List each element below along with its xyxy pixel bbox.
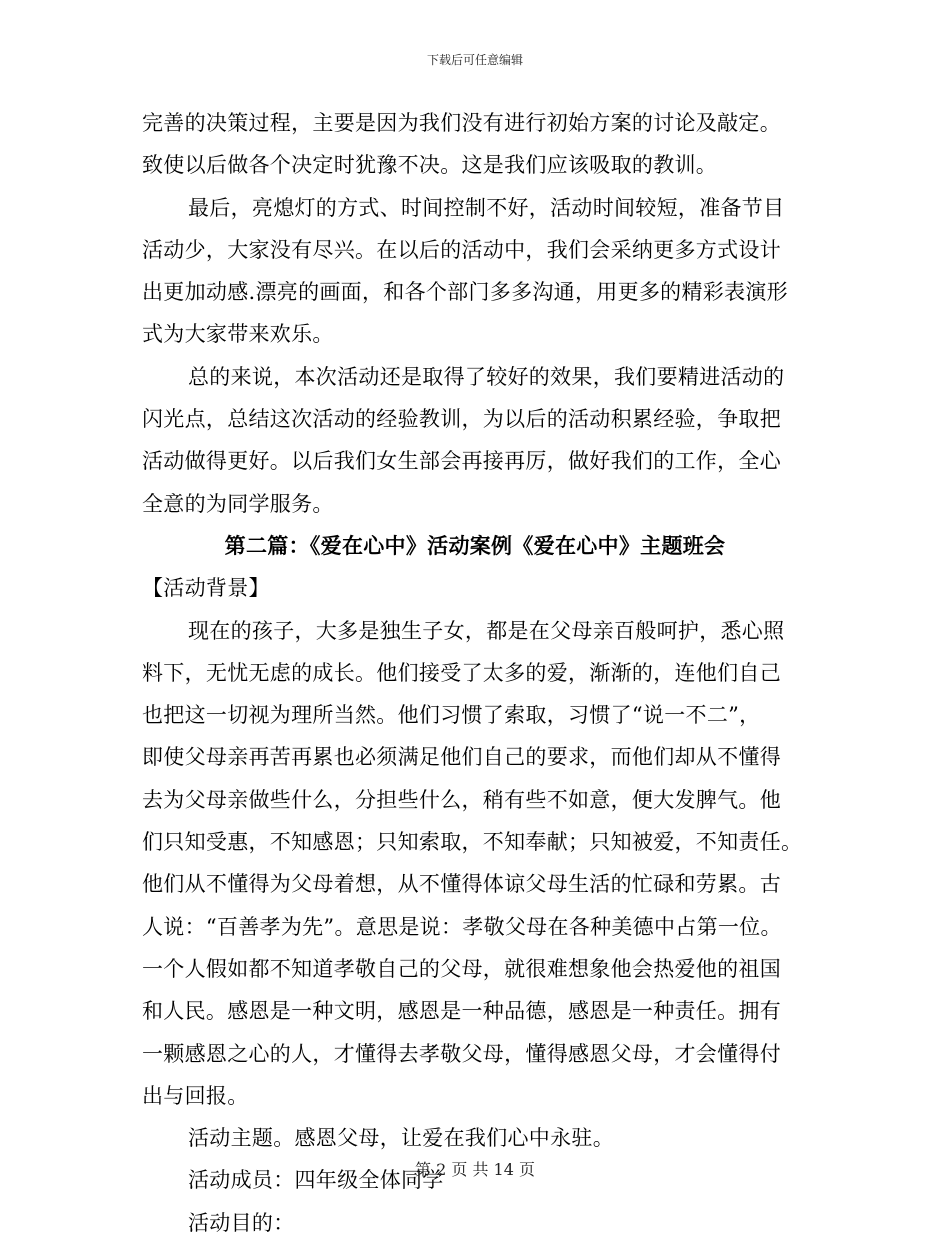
body-line: 一个人假如都不知道孝敬自己的父母，就很难想象他会热爱他的祖国 <box>142 956 781 981</box>
body-line: 全意的为同学服务。 <box>142 491 334 516</box>
body-line: 活动做得更好。以后我们女生部会再接再厉，做好我们的工作，全心 <box>142 449 781 474</box>
body-line: 也把这一切视为理所当然。他们习惯了索取，习惯了“说一不二”， <box>142 703 761 728</box>
body-line: 致使以后做各个决定时犹豫不决。这是我们应该吸取的教训。 <box>142 153 718 178</box>
body-line: 料下，无忧无虑的成长。他们接受了太多的爱，渐渐的，连他们自己 <box>142 660 781 685</box>
body-line: 最后，亮熄灯的方式、时间控制不好，活动时间较短，准备节目 <box>188 195 785 220</box>
body-line: 他们从不懂得为父母着想，从不懂得体谅父母生活的忙碌和劳累。古 <box>142 872 781 897</box>
body-line: 活动少，大家没有尽兴。在以后的活动中，我们会采纳更多方式设计 <box>142 237 781 262</box>
body-line: 现在的孩子，大多是独生子女，都是在父母亲百般呵护，悉心照 <box>188 618 785 643</box>
body-line: 活动主题。感恩父母，让爱在我们心中永驻。 <box>188 1126 614 1151</box>
body-line: 即使父母亲再苦再累也必须满足他们自己的要求，而他们却从不懂得 <box>142 745 781 770</box>
body-line: 完善的决策过程，主要是因为我们没有进行初始方案的讨论及敲定。 <box>142 111 781 135</box>
body-line: 式为大家带来欢乐。 <box>142 322 334 347</box>
body-line: 和人民。感恩是一种文明，感恩是一种品德，感恩是一种责任。拥有 <box>142 999 781 1024</box>
body-line: 活动成员：四年级全体同学 <box>188 1168 444 1193</box>
section-title: 第二篇：《爱在心中》活动案例《爱在心中》主题班会 <box>224 533 726 558</box>
body-line: 出与回报。 <box>142 1083 249 1108</box>
body-line: 一颗感恩之心的人，才懂得去孝敬父母，懂得感恩父母，才会懂得付 <box>142 1041 781 1066</box>
body-line: 出更加动感.漂亮的画面，和各个部门多多沟通，用更多的精彩表演形 <box>142 280 788 305</box>
document-body <box>142 102 808 1244</box>
body-line: 总的来说，本次活动还是取得了较好的效果，我们要精进活动的 <box>188 364 785 389</box>
page-header: 下载后可任意编辑 <box>426 53 523 67</box>
body-line: 人说：“百善孝为先”。意思是说：孝敬父母在各种美德中占第一位。 <box>142 914 782 939</box>
body-line: 去为父母亲做些什么，分担些什么，稍有些不如意，便大发脾气。他 <box>142 787 781 812</box>
body-line: 们只知受惠，不知感恩；只知索取，不知奉献；只知被爱，不知责任。 <box>142 830 803 855</box>
body-line: 活动目的： <box>188 1210 295 1235</box>
section-heading: 【活动背景】 <box>142 576 270 601</box>
body-line: 闪光点，总结这次活动的经验教训，为以后的活动积累经验，争取把 <box>142 407 781 432</box>
page-footer: 第 2 页 共 14 页 <box>415 1160 535 1179</box>
